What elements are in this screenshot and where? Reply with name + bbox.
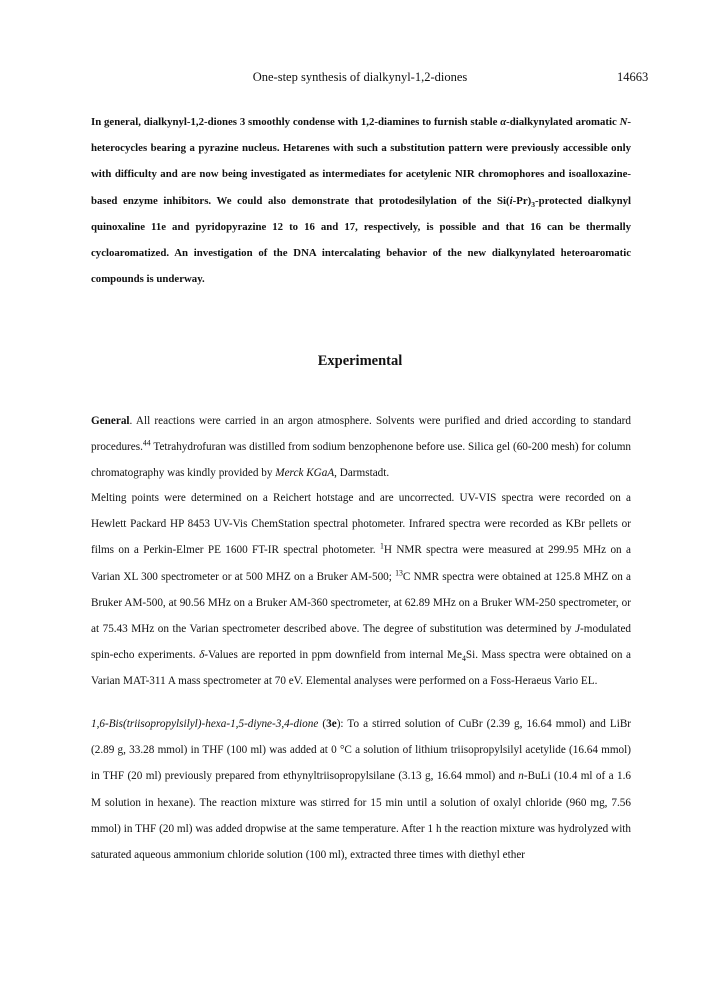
procedure-paragraph: 1,6-Bis(triisopropylsilyl)-hexa-1,5-diyne-3,4-dione (3e): To a stirred solution of CuBr (2.39 g, 16.64 mmol) and LiBr (2.89 g, 33.28 mmol) in THF (100 ml) was added at 0 °C a solution of lithium triisopropylsilyl acetylide (16.64 mmol) in THF (20 ml) previously prepared from ethynyltriisopropylsilane (3.13 g, 16.64 mmol) and n-BuLi (10.4 ml of a 1.6 M solution in hexane). The reaction mixture was stirred for 15 min until a solution of oxalyl chloride (960 mg, 7.56 mmol) in THF (20 ml) was added dropwise at the same temperature. After 1 h the reaction mixture was hydrolyzed with saturated aqueous ammonium chloride solution (100 ml), extracted three times with diethyl ether xyxy=(91,718,632,862)
page-number: 14663 xyxy=(617,70,649,84)
intro-paragraph: In general, dialkynyl-1,2-diones 3 smoothly condense with 1,2-diamines to furnish stable α-dialkynylated aromatic N-heterocycles bearing a pyrazine nucleus. Hetarenes with such a substitution pattern were previously accessible only with difficulty and are now being investigated as intermediates for acetylenic NIR chromophores and isoalloxazine-based enzyme inhibitors. We could also demonstrate that protodesilylation of the $Si(i-Pr)_3$-protected dialkynyl quinoxaline 11e and pyridopyrazine 12 to 16 and 17, respectively, is possible and that 16 can be thermally cycloaromatized. An investigation of the DNA intercalating behavior of the new dialkynylated heteroaromatic compounds is underway. xyxy=(91,116,632,286)
instruments-paragraph: Melting points were determined on a Reichert hotstage and are uncorrected. UV-VIS spectra were recorded on a Hewlett Packard HP 8453 UV-Vis ChemStation spectral photometer. Infrared spectra were recorded as KBr pellets or films on a Perkin-Elmer PE 1600 FT-IR spectral photometer. $^1$H NMR spectra were measured at 299.95 MHz on a Varian XL 300 spectrometer or at 500 MHZ on a Bruker AM-500; $^{13}$C NMR spectra were obtained at 125.8 MHZ on a Bruker AM-500, at 90.56 MHz on a Bruker AM-360 spectrometer, at 62.89 MHz on a Bruker WM-250 spectrometer, or at 75.43 MHz on the Varian spectrometer described above. The degree of substitution was determined by J-modulated spin-echo experiments. δ-Values are reported in ppm downfield from internal $Me_4Si$. Mass spectra were obtained on a Varian MAT-311 A mass spectrometer at 70 eV. Elemental analyses were performed on a Foss-Heraeus Vario EL. xyxy=(91,492,632,688)
compound-label: 3e xyxy=(326,718,337,730)
running-header-title: One-step synthesis of dialkynyl-1,2-diones xyxy=(252,70,468,84)
general-paragraph: General. All reactions were carried in an argon atmosphere. Solvents were purified and dried according to standard procedures.$^{44}$ Tetrahydrofuran was distilled from sodium benzophenone before use. Silica gel (60-200 mesh) for column chromatography was kindly provided by Merck KGaA, Darmstadt. xyxy=(91,415,631,480)
general-label: General xyxy=(91,415,130,427)
section-heading-experimental: Experimental xyxy=(317,353,403,369)
compound-name: 1,6-Bis(triisopropylsilyl)-hexa-1,5-diyne-3,4-dione xyxy=(91,718,319,730)
supplier-name: Merck KGaA xyxy=(275,467,335,480)
reference-44: 44 xyxy=(142,438,151,448)
